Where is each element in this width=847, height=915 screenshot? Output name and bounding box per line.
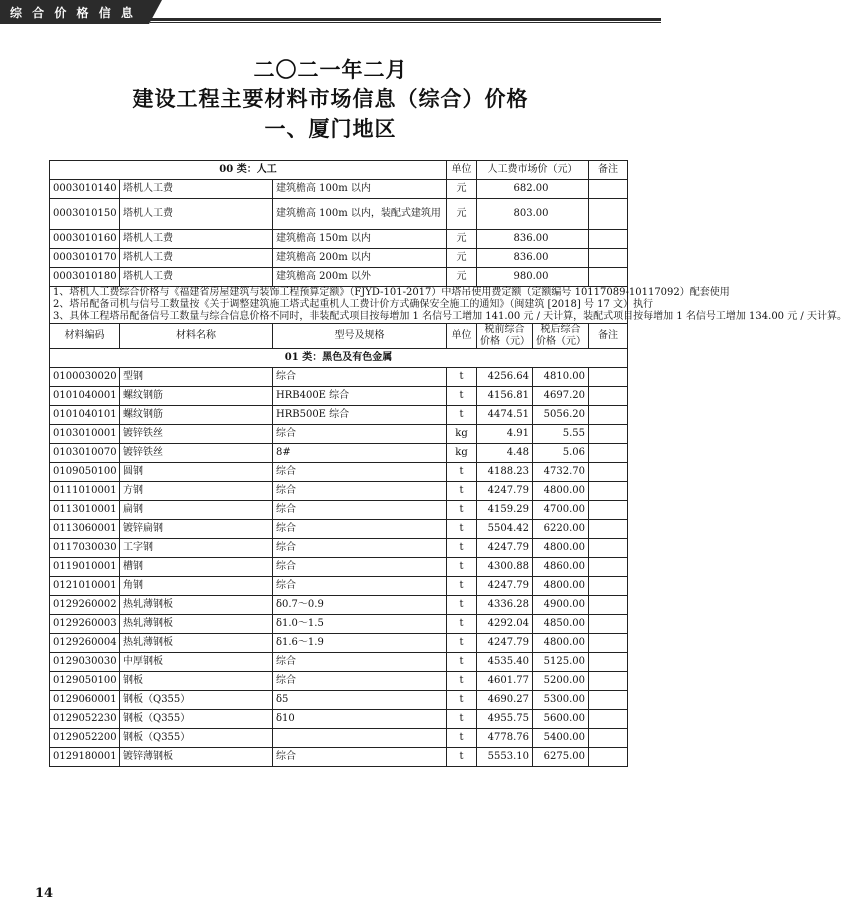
material-name: 塔机人工费 bbox=[120, 180, 273, 199]
pretax-price: 4300.88 bbox=[477, 558, 533, 577]
material-spec: δ5 bbox=[273, 691, 447, 710]
note-cell bbox=[589, 501, 628, 520]
material-row bbox=[50, 710, 628, 729]
material-code: 0113010001 bbox=[50, 501, 120, 520]
material-name: 角钢 bbox=[120, 577, 273, 596]
material-name: 塔机人工费 bbox=[120, 249, 273, 268]
material-unit: kg bbox=[447, 444, 477, 463]
material-unit: t bbox=[447, 463, 477, 482]
material-spec: 综合 bbox=[273, 425, 447, 444]
material-unit: t bbox=[447, 729, 477, 748]
material-row bbox=[50, 729, 628, 748]
material-spec: 综合 bbox=[273, 463, 447, 482]
header-bar bbox=[0, 0, 661, 24]
pretax-price: 4156.81 bbox=[477, 387, 533, 406]
material-unit: t bbox=[447, 539, 477, 558]
col-labor-price: 人工费市场价（元） bbox=[477, 161, 589, 180]
col-unit: 单位 bbox=[447, 324, 477, 349]
material-row bbox=[50, 387, 628, 406]
labor-row bbox=[50, 249, 628, 268]
labor-notes bbox=[50, 287, 847, 324]
material-unit: t bbox=[447, 634, 477, 653]
material-row bbox=[50, 425, 628, 444]
material-name: 钢板（Q355） bbox=[120, 729, 273, 748]
note-cell bbox=[589, 463, 628, 482]
material-code: 0129052200 bbox=[50, 729, 120, 748]
material-name: 扁钢 bbox=[120, 501, 273, 520]
pretax-price: 4474.51 bbox=[477, 406, 533, 425]
material-spec: 综合 bbox=[273, 748, 447, 767]
title-date: 二〇二一年二月 bbox=[253, 57, 408, 82]
material-row bbox=[50, 539, 628, 558]
labor-header-row bbox=[50, 161, 628, 180]
material-code: 0103010001 bbox=[50, 425, 120, 444]
material-name: 热轧薄钢板 bbox=[120, 615, 273, 634]
note-cell bbox=[589, 539, 628, 558]
header-rule-thin bbox=[150, 22, 661, 23]
material-code: 0129050100 bbox=[50, 672, 120, 691]
material-name: 镀锌薄钢板 bbox=[120, 748, 273, 767]
posttax-price: 5600.00 bbox=[533, 710, 589, 729]
posttax-price: 4800.00 bbox=[533, 539, 589, 558]
pretax-price: 4256.64 bbox=[477, 368, 533, 387]
price-table bbox=[49, 160, 847, 767]
note-line: 3、具体工程塔吊配备信号工数量与综合信息价格不同时，非装配式项目按每增加 1 名信号工增加 141.00 元 / 天计算，装配式项目按每增加 1 名信号工增加 134.00 元 / 天计算。 bbox=[53, 311, 847, 322]
material-name: 钢板（Q355） bbox=[120, 710, 273, 729]
material-name: 圆钢 bbox=[120, 463, 273, 482]
note-cell bbox=[589, 710, 628, 729]
material-row bbox=[50, 634, 628, 653]
labor-section-label: 00 类：人工 bbox=[50, 161, 447, 180]
labor-price: 836.00 bbox=[477, 230, 589, 249]
material-unit: t bbox=[447, 710, 477, 729]
materials-section-row bbox=[50, 349, 628, 368]
material-row bbox=[50, 672, 628, 691]
material-unit: t bbox=[447, 748, 477, 767]
note-cell bbox=[589, 368, 628, 387]
material-unit: 元 bbox=[447, 268, 477, 287]
material-unit: 元 bbox=[447, 249, 477, 268]
note-cell bbox=[589, 249, 628, 268]
material-unit: t bbox=[447, 672, 477, 691]
header-label: 综 合 价 格 信 息 bbox=[10, 6, 136, 20]
material-spec: 综合 bbox=[273, 577, 447, 596]
material-spec: δ1.6～1.9 bbox=[273, 634, 447, 653]
note-cell bbox=[589, 482, 628, 501]
material-row bbox=[50, 406, 628, 425]
note-cell bbox=[589, 729, 628, 748]
material-code: 0113060001 bbox=[50, 520, 120, 539]
material-name: 钢板 bbox=[120, 672, 273, 691]
note-cell bbox=[589, 199, 628, 230]
note-cell bbox=[589, 691, 628, 710]
material-code: 0117030030 bbox=[50, 539, 120, 558]
material-spec: 综合 bbox=[273, 653, 447, 672]
posttax-price: 4800.00 bbox=[533, 577, 589, 596]
col-note: 备注 bbox=[589, 161, 628, 180]
note-cell bbox=[589, 520, 628, 539]
posttax-price: 4700.00 bbox=[533, 501, 589, 520]
material-spec: 8# bbox=[273, 444, 447, 463]
material-spec: HRB500E 综合 bbox=[273, 406, 447, 425]
material-row bbox=[50, 520, 628, 539]
posttax-price: 6275.00 bbox=[533, 748, 589, 767]
material-row bbox=[50, 463, 628, 482]
posttax-price: 4860.00 bbox=[533, 558, 589, 577]
material-code: 0109050100 bbox=[50, 463, 120, 482]
material-row bbox=[50, 596, 628, 615]
posttax-price: 5400.00 bbox=[533, 729, 589, 748]
note-cell bbox=[589, 577, 628, 596]
material-name: 镀锌铁丝 bbox=[120, 444, 273, 463]
col-spec: 型号及规格 bbox=[273, 324, 447, 349]
material-row bbox=[50, 653, 628, 672]
material-unit: t bbox=[447, 577, 477, 596]
material-spec bbox=[273, 729, 447, 748]
material-row bbox=[50, 691, 628, 710]
material-row bbox=[50, 577, 628, 596]
col-note: 备注 bbox=[589, 324, 628, 349]
material-code: 0129260002 bbox=[50, 596, 120, 615]
material-spec: 综合 bbox=[273, 520, 447, 539]
material-spec: 建筑檐高 100m 以内，装配式建筑用 bbox=[273, 199, 447, 230]
posttax-price: 4800.00 bbox=[533, 634, 589, 653]
material-name: 螺纹钢筋 bbox=[120, 406, 273, 425]
note-cell bbox=[589, 387, 628, 406]
title-main: 建设工程主要材料市场信息（综合）价格 bbox=[132, 86, 529, 111]
pretax-price: 4159.29 bbox=[477, 501, 533, 520]
material-code: 0121010001 bbox=[50, 577, 120, 596]
material-code: 0101040101 bbox=[50, 406, 120, 425]
material-row bbox=[50, 482, 628, 501]
labor-price: 682.00 bbox=[477, 180, 589, 199]
material-unit: 元 bbox=[447, 230, 477, 249]
material-unit: t bbox=[447, 406, 477, 425]
labor-row bbox=[50, 199, 628, 230]
col-pretax: 税前综合价格（元） bbox=[477, 324, 533, 349]
material-row bbox=[50, 501, 628, 520]
labor-price: 980.00 bbox=[477, 268, 589, 287]
posttax-price: 5200.00 bbox=[533, 672, 589, 691]
material-name: 螺纹钢筋 bbox=[120, 387, 273, 406]
material-name: 钢板（Q355） bbox=[120, 691, 273, 710]
material-unit: t bbox=[447, 596, 477, 615]
posttax-price: 5125.00 bbox=[533, 653, 589, 672]
material-row bbox=[50, 444, 628, 463]
material-unit: t bbox=[447, 558, 477, 577]
material-spec: 建筑檐高 200m 以外 bbox=[273, 268, 447, 287]
note-cell bbox=[589, 748, 628, 767]
posttax-price: 4810.00 bbox=[533, 368, 589, 387]
material-spec: δ10 bbox=[273, 710, 447, 729]
posttax-price: 5.06 bbox=[533, 444, 589, 463]
material-name: 型钢 bbox=[120, 368, 273, 387]
posttax-price: 6220.00 bbox=[533, 520, 589, 539]
material-code: 0101040001 bbox=[50, 387, 120, 406]
material-row bbox=[50, 615, 628, 634]
labor-row bbox=[50, 268, 628, 287]
material-code: 0129260003 bbox=[50, 615, 120, 634]
note-cell bbox=[589, 180, 628, 199]
material-name: 热轧薄钢板 bbox=[120, 634, 273, 653]
note-line: 1、塔机人工费综合价格与《福建省房屋建筑与装饰工程预算定额》（FJYD-101-2017）中塔吊使用费定额（定额编号 10117089-10117092）配套使用 bbox=[53, 287, 730, 298]
pretax-price: 4.48 bbox=[477, 444, 533, 463]
note-cell bbox=[589, 634, 628, 653]
material-code: 0129180001 bbox=[50, 748, 120, 767]
pretax-price: 4778.76 bbox=[477, 729, 533, 748]
material-name: 塔机人工费 bbox=[120, 268, 273, 287]
material-unit: 元 bbox=[447, 199, 477, 230]
pretax-price: 4955.75 bbox=[477, 710, 533, 729]
material-spec: 综合 bbox=[273, 482, 447, 501]
material-name: 塔机人工费 bbox=[120, 199, 273, 230]
col-code: 材料编码 bbox=[50, 324, 120, 349]
pretax-price: 4188.23 bbox=[477, 463, 533, 482]
material-code: 0003010140 bbox=[50, 180, 120, 199]
labor-notes-row bbox=[50, 287, 628, 324]
note-cell bbox=[589, 653, 628, 672]
pretax-price: 4336.28 bbox=[477, 596, 533, 615]
materials-header-row bbox=[50, 324, 628, 349]
material-spec: 建筑檐高 200m 以内 bbox=[273, 249, 447, 268]
material-unit: t bbox=[447, 482, 477, 501]
pretax-price: 5504.42 bbox=[477, 520, 533, 539]
header-rule bbox=[150, 18, 661, 21]
posttax-price: 5056.20 bbox=[533, 406, 589, 425]
pretax-price: 4535.40 bbox=[477, 653, 533, 672]
material-code: 0129052230 bbox=[50, 710, 120, 729]
material-code: 0003010150 bbox=[50, 199, 120, 230]
material-name: 镀锌扁钢 bbox=[120, 520, 273, 539]
material-spec: 综合 bbox=[273, 558, 447, 577]
material-row bbox=[50, 368, 628, 387]
posttax-price: 4900.00 bbox=[533, 596, 589, 615]
material-unit: 元 bbox=[447, 180, 477, 199]
posttax-price: 4800.00 bbox=[533, 482, 589, 501]
pretax-price: 4292.04 bbox=[477, 615, 533, 634]
page-number: 14 bbox=[35, 886, 54, 901]
material-spec: 建筑檐高 100m 以内 bbox=[273, 180, 447, 199]
material-spec: δ1.0～1.5 bbox=[273, 615, 447, 634]
material-unit: t bbox=[447, 368, 477, 387]
material-code: 0129260004 bbox=[50, 634, 120, 653]
pretax-price: 4601.77 bbox=[477, 672, 533, 691]
pretax-price: 4247.79 bbox=[477, 539, 533, 558]
posttax-price: 4732.70 bbox=[533, 463, 589, 482]
material-unit: t bbox=[447, 653, 477, 672]
material-name: 中厚钢板 bbox=[120, 653, 273, 672]
material-row bbox=[50, 558, 628, 577]
material-name: 槽钢 bbox=[120, 558, 273, 577]
material-code: 0129060001 bbox=[50, 691, 120, 710]
note-cell bbox=[589, 406, 628, 425]
note-cell bbox=[589, 268, 628, 287]
note-cell bbox=[589, 425, 628, 444]
posttax-price: 5.55 bbox=[533, 425, 589, 444]
note-cell bbox=[589, 596, 628, 615]
labor-row bbox=[50, 180, 628, 199]
material-code: 0003010170 bbox=[50, 249, 120, 268]
material-spec: δ0.7～0.9 bbox=[273, 596, 447, 615]
posttax-price: 5300.00 bbox=[533, 691, 589, 710]
material-spec: 综合 bbox=[273, 501, 447, 520]
col-unit: 单位 bbox=[447, 161, 477, 180]
labor-price: 836.00 bbox=[477, 249, 589, 268]
material-spec: 综合 bbox=[273, 539, 447, 558]
material-spec: HRB400E 综合 bbox=[273, 387, 447, 406]
note-line: 2、塔吊配备司机与信号工数量按《关于调整建筑施工塔式起重机人工费计价方式确保安全施工的通知》（闽建筑 [2018] 号 17 文）执行 bbox=[53, 299, 654, 310]
material-code: 0111010001 bbox=[50, 482, 120, 501]
pretax-price: 4247.79 bbox=[477, 482, 533, 501]
material-code: 0003010180 bbox=[50, 268, 120, 287]
material-name: 工字钢 bbox=[120, 539, 273, 558]
pretax-price: 4.91 bbox=[477, 425, 533, 444]
posttax-price: 4850.00 bbox=[533, 615, 589, 634]
material-unit: t bbox=[447, 691, 477, 710]
material-unit: t bbox=[447, 387, 477, 406]
material-name: 方钢 bbox=[120, 482, 273, 501]
pretax-price: 5553.10 bbox=[477, 748, 533, 767]
material-unit: t bbox=[447, 501, 477, 520]
material-unit: t bbox=[447, 615, 477, 634]
pretax-price: 4247.79 bbox=[477, 577, 533, 596]
material-spec: 建筑檐高 150m 以内 bbox=[273, 230, 447, 249]
material-code: 0103010070 bbox=[50, 444, 120, 463]
material-code: 0100030020 bbox=[50, 368, 120, 387]
col-posttax: 税后综合价格（元） bbox=[533, 324, 589, 349]
material-name: 镀锌铁丝 bbox=[120, 425, 273, 444]
material-spec: 综合 bbox=[273, 672, 447, 691]
material-unit: kg bbox=[447, 425, 477, 444]
labor-price: 803.00 bbox=[477, 199, 589, 230]
note-cell bbox=[589, 444, 628, 463]
note-cell bbox=[589, 230, 628, 249]
col-name: 材料名称 bbox=[120, 324, 273, 349]
note-cell bbox=[589, 558, 628, 577]
note-cell bbox=[589, 615, 628, 634]
material-spec: 综合 bbox=[273, 368, 447, 387]
posttax-price: 4697.20 bbox=[533, 387, 589, 406]
labor-row bbox=[50, 230, 628, 249]
materials-section-label: 01 类：黑色及有色金属 bbox=[50, 349, 628, 368]
title-region: 一、厦门地区 bbox=[264, 116, 397, 141]
pretax-price: 4690.27 bbox=[477, 691, 533, 710]
material-code: 0003010160 bbox=[50, 230, 120, 249]
material-unit: t bbox=[447, 520, 477, 539]
note-cell bbox=[589, 672, 628, 691]
material-name: 热轧薄钢板 bbox=[120, 596, 273, 615]
material-code: 0119010001 bbox=[50, 558, 120, 577]
material-code: 0129030030 bbox=[50, 653, 120, 672]
material-name: 塔机人工费 bbox=[120, 230, 273, 249]
material-row bbox=[50, 748, 628, 767]
pretax-price: 4247.79 bbox=[477, 634, 533, 653]
